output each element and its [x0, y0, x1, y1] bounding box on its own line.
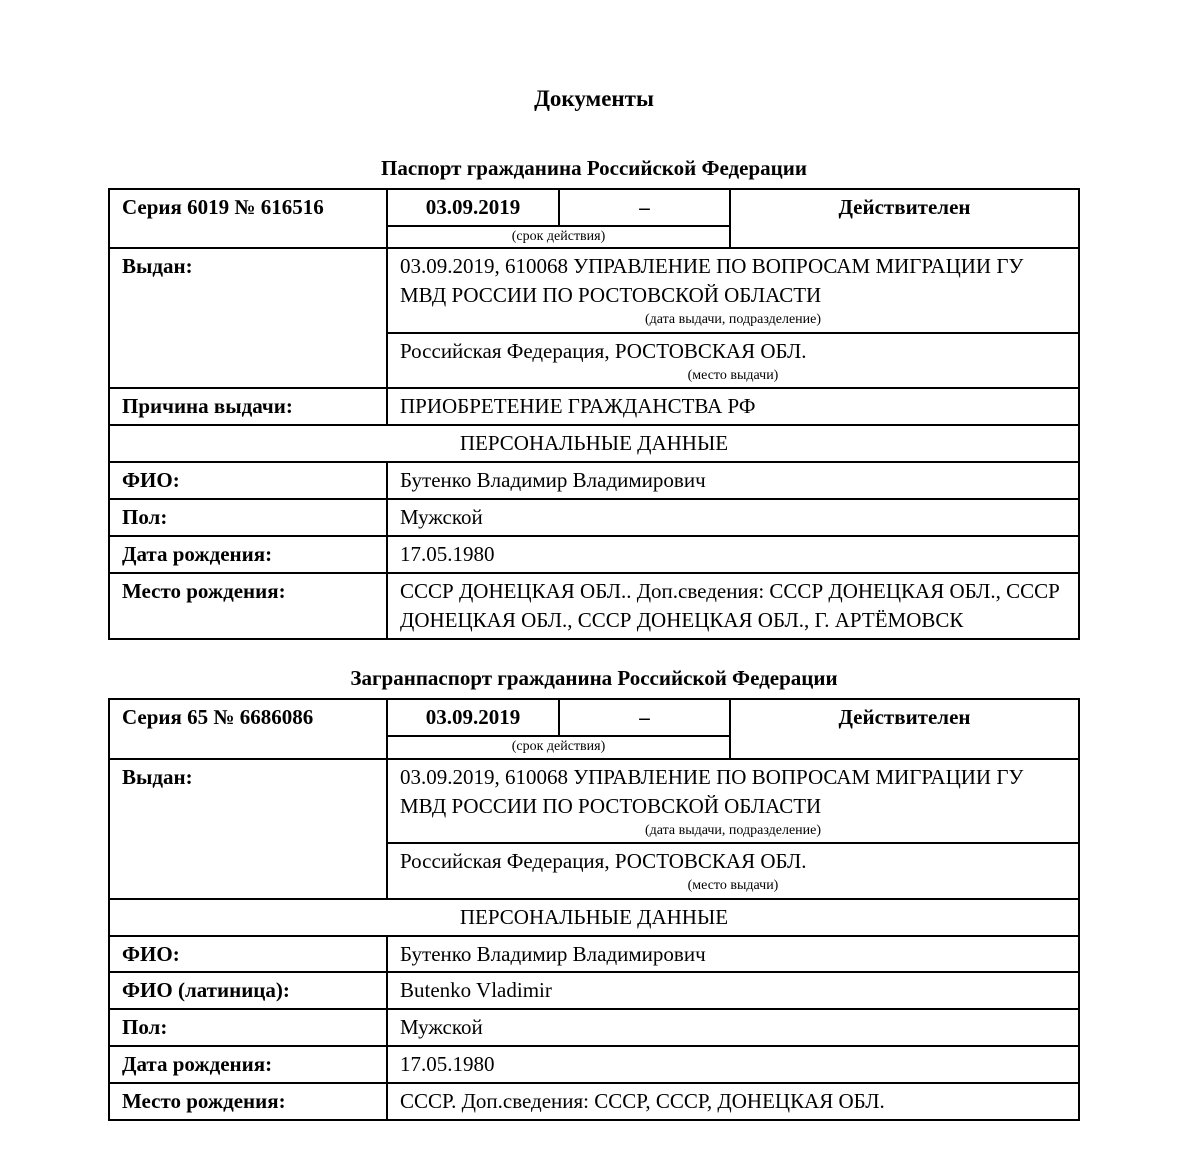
document-page — [108, 0, 1080, 1121]
issued-by-value: 03.09.2019, 610068 УПРАВЛЕНИЕ ПО ВОПРОСАМ МИГРАЦИИ ГУ МВД РОССИИ ПО РОСТОВСКОЙ ОБЛАСТИ — [400, 764, 1024, 818]
field-label: Дата рождения: — [109, 1046, 387, 1083]
series-number: Серия 65 № 6686086 — [109, 699, 387, 758]
field-label: ФИО: — [109, 462, 387, 499]
table-row — [109, 936, 1079, 973]
field-label: Дата рождения: — [109, 536, 387, 573]
expiry-caption: (срок действия) — [387, 226, 730, 249]
issue-place-caption: (место выдачи) — [687, 878, 779, 894]
issued-by-cell — [387, 248, 1079, 332]
field-value: СССР. Доп.сведения: СССР, СССР, ДОНЕЦКАЯ ОБЛ. — [387, 1083, 1079, 1120]
table-row — [109, 388, 1079, 425]
table-row — [109, 1009, 1079, 1046]
field-value: 17.05.1980 — [387, 536, 1079, 573]
issued-caption: (дата выдачи, подразделение) — [644, 822, 822, 838]
issued-caption: (дата выдачи, подразделение) — [644, 312, 822, 328]
field-value: 17.05.1980 — [387, 1046, 1079, 1083]
table-row — [109, 189, 1079, 226]
expiry-caption: (срок действия) — [387, 736, 730, 759]
field-value: Мужской — [387, 499, 1079, 536]
table-row — [109, 573, 1079, 639]
issue-place-caption: (место выдачи) — [687, 367, 779, 383]
issued-label: Выдан: — [109, 248, 387, 388]
table-row — [109, 1046, 1079, 1083]
foreign-passport-section-title: Загранпаспорт гражданина Российской Федерации — [350, 666, 838, 691]
table-row — [109, 462, 1079, 499]
page-title: Документы — [534, 86, 654, 111]
issue-place-value: Российская Федерация, РОСТОВСКАЯ ОБЛ. — [400, 849, 807, 874]
table-row — [109, 1083, 1079, 1120]
issue-date: 03.09.2019 — [387, 189, 559, 226]
field-label: Место рождения: — [109, 573, 387, 639]
issued-by-cell — [387, 759, 1079, 843]
personal-data-header: ПЕРСОНАЛЬНЫЕ ДАННЫЕ — [109, 425, 1079, 462]
field-value: ПРИОБРЕТЕНИЕ ГРАЖДАНСТВА РФ — [387, 388, 1079, 425]
field-value: Бутенко Владимир Владимирович — [387, 936, 1079, 973]
issued-label: Выдан: — [109, 759, 387, 899]
field-label: ФИО (латиница): — [109, 972, 387, 1009]
table-row — [109, 899, 1079, 936]
table-row — [109, 699, 1079, 736]
issue-place-cell — [387, 333, 1079, 388]
field-value: Butenko Vladimir — [387, 972, 1079, 1009]
foreign-passport-table — [108, 698, 1080, 1121]
issue-place-cell — [387, 843, 1079, 898]
field-value: СССР ДОНЕЦКАЯ ОБЛ.. Доп.сведения: СССР ДОНЕЦКАЯ ОБЛ., СССР ДОНЕЦКАЯ ОБЛ., СССР ДОНЕЦКАЯ ОБЛ., Г. АРТЁМОВСК — [387, 573, 1079, 639]
expiry-dash: – — [559, 699, 730, 736]
field-label: Пол: — [109, 499, 387, 536]
table-row — [109, 248, 1079, 332]
passport-section-title: Паспорт гражданина Российской Федерации — [381, 156, 807, 180]
field-label: Причина выдачи: — [109, 388, 387, 425]
personal-data-header: ПЕРСОНАЛЬНЫЕ ДАННЫЕ — [109, 899, 1079, 936]
status-badge: Действителен — [730, 699, 1079, 758]
field-label: ФИО: — [109, 936, 387, 973]
field-label: Пол: — [109, 1009, 387, 1046]
expiry-dash: – — [559, 189, 730, 226]
issue-date: 03.09.2019 — [387, 699, 559, 736]
issued-by-value: 03.09.2019, 610068 УПРАВЛЕНИЕ ПО ВОПРОСАМ МИГРАЦИИ ГУ МВД РОССИИ ПО РОСТОВСКОЙ ОБЛАСТИ — [400, 254, 1024, 308]
field-value: Бутенко Владимир Владимирович — [387, 462, 1079, 499]
table-row — [109, 499, 1079, 536]
table-row — [109, 536, 1079, 573]
table-row — [109, 972, 1079, 1009]
table-row — [109, 425, 1079, 462]
field-value: Мужской — [387, 1009, 1079, 1046]
status-badge: Действителен — [730, 189, 1079, 248]
series-number: Серия 6019 № 616516 — [109, 189, 387, 248]
issue-place-value: Российская Федерация, РОСТОВСКАЯ ОБЛ. — [400, 338, 807, 363]
field-label: Место рождения: — [109, 1083, 387, 1120]
passport-table — [108, 188, 1080, 640]
table-row — [109, 759, 1079, 843]
